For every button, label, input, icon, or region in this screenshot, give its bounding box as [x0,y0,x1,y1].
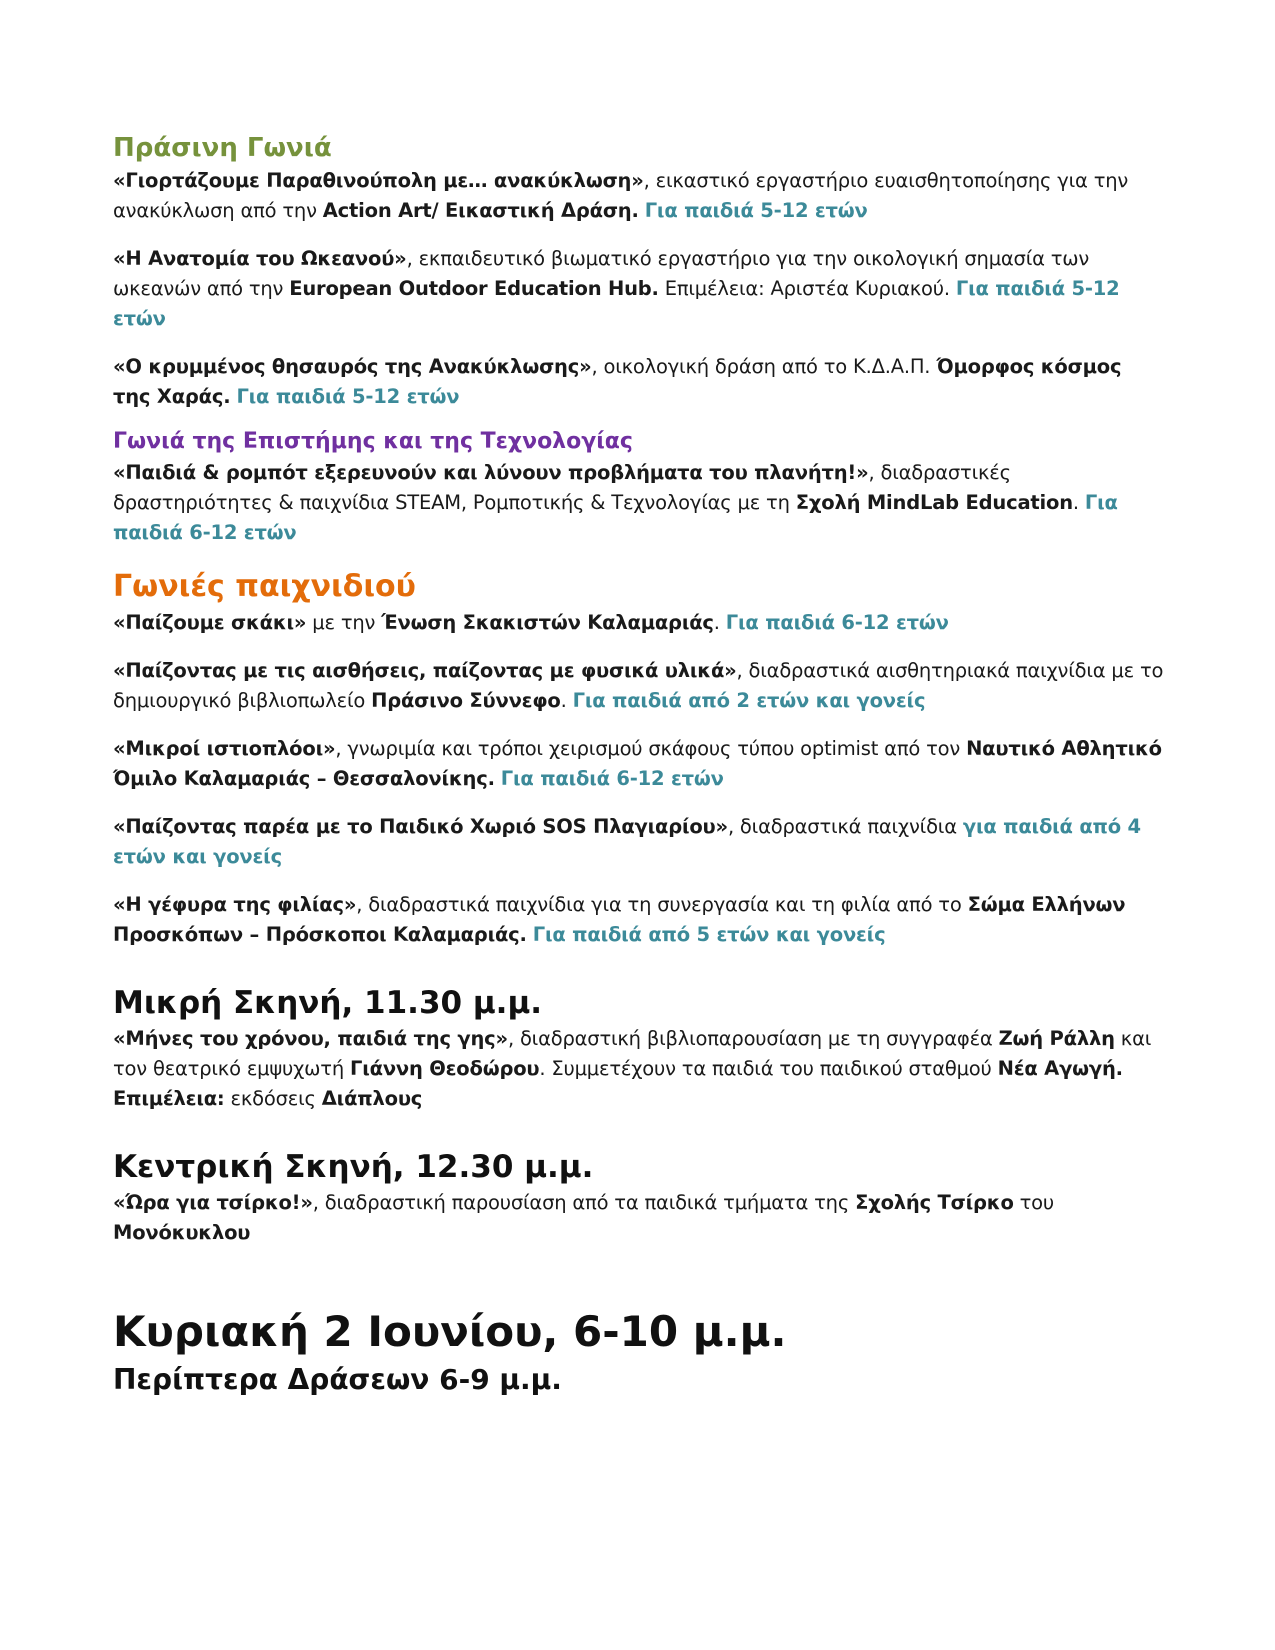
age-label: Για παιδιά 5-12 ετών [644,199,868,222]
age-label: Για παιδιά 6-12 ετών [113,491,1118,544]
age-label: Για παιδιά 6-12 ετών [500,767,724,790]
event-item: «Παίζοντας παρέα με το Παιδικό Χωριό SOS Πλαγιαρίου», διαδραστικά παιχνίδια για παιδιά από 4 ετών και γονείς [113,815,1141,868]
event-item: «Παιδιά & ρομπότ εξερευνούν και λύνουν προβλήματα του πλανήτη!», διαδραστικές δραστηριότητες & παιχνίδια STEAM, Ρομποτικής & Τεχνολογίας με τη Σχολή MindLab Education. Για παιδιά 6-12 ετών [113,461,1118,544]
event-item: «Ώρα για τσίρκο!», διαδραστική παρουσίαση από τα παιδικά τμήματα της Σχολής Τσίρκο του Μονόκυκλου [113,1191,1054,1244]
section-title-game-corners: Γωνιές παιχνιδιού [113,569,416,604]
event-item: «Μικροί ιστιοπλόοι», γνωριμία και τρόποι χειρισμού σκάφους τύπου optimist από τον Ναυτικό Αθλητικό Όμιλο Καλαμαριάς – Θεσσαλονίκης. Για παιδιά 6-12 ετών [113,737,1162,790]
age-label: Για παιδιά 5-12 ετών [236,385,460,408]
section-title-small-stage: Μικρή Σκηνή, 11.30 μ.μ. [113,985,543,1021]
age-label: Για παιδιά από 2 ετών και γονείς [572,689,926,712]
section-title-central-stage: Κεντρική Σκηνή, 12.30 μ.μ. [113,1149,594,1185]
age-label: για παιδιά από 4 ετών και γονείς [113,815,1141,868]
section-title-science-corner: Γωνιά της Επιστήμης και της Τεχνολογίας [113,429,633,454]
event-item: «Παίζοντας με τις αισθήσεις, παίζοντας με φυσικά υλικά», διαδραστικά αισθητηριακά παιχνίδια με το δημιουργικό βιβλιοπωλείο Πράσινο Σύννεφο. Για παιδιά από 2 ετών και γονείς [113,659,1164,712]
age-label: Για παιδιά 5-12 ετών [113,277,1120,330]
event-item: «Η Ανατομία του Ωκεανού», εκπαιδευτικό βιωματικό εργαστήριο για την οικολογική σημασία των ωκεανών από την European Outdoor Education Hub. Επιμέλεια: Αριστέα Κυριακού. Για παιδιά 5-12 ετών [113,247,1120,330]
day-subheading: Περίπτερα Δράσεων 6-9 μ.μ. [113,1363,562,1396]
event-item: «Η γέφυρα της φιλίας», διαδραστικά παιχνίδια για τη συνεργασία και τη φιλία από το Σώμα Ελλήνων Προσκόπων – Πρόσκοποι Καλαμαριάς. Για παιδιά από 5 ετών και γονείς [113,893,1126,946]
section-title-green-corner: Πράσινη Γωνιά [113,133,332,163]
event-item: «Ο κρυμμένος θησαυρός της Ανακύκλωσης», οικολογική δράση από το Κ.Δ.Α.Π. Όμορφος κόσμος της Χαράς. Για παιδιά 5-12 ετών [113,355,1122,408]
event-item: «Παίζουμε σκάκι» με την Ένωση Σκακιστών Καλαμαριάς. Για παιδιά 6-12 ετών [113,611,949,634]
day-heading: Κυριακή 2 Ιουνίου, 6-10 μ.μ. [113,1307,787,1356]
event-item: «Μήνες του χρόνου, παιδιά της γης», διαδραστική βιβλιοπαρουσίαση με τη συγγραφέα Ζωή Ράλλη και τον θεατρικό εμψυχωτή Γιάννη Θεοδώρου. Συμμετέχουν τα παιδιά του παιδικού σταθμού Νέα Αγωγή. Επιμέλεια: εκδόσεις Διάπλους [113,1027,1152,1110]
age-label: Για παιδιά από 5 ετών και γονείς [532,923,886,946]
event-item: «Γιορτάζουμε Παραθινούπολη με… ανακύκλωση», εικαστικό εργαστήριο ευαισθητοποίησης για την ανακύκλωση από την Action Art/ Εικαστική Δράση. Για παιδιά 5-12 ετών [113,169,1129,222]
age-label: Για παιδιά 6-12 ετών [725,611,949,634]
document-page [113,130,1165,1400]
